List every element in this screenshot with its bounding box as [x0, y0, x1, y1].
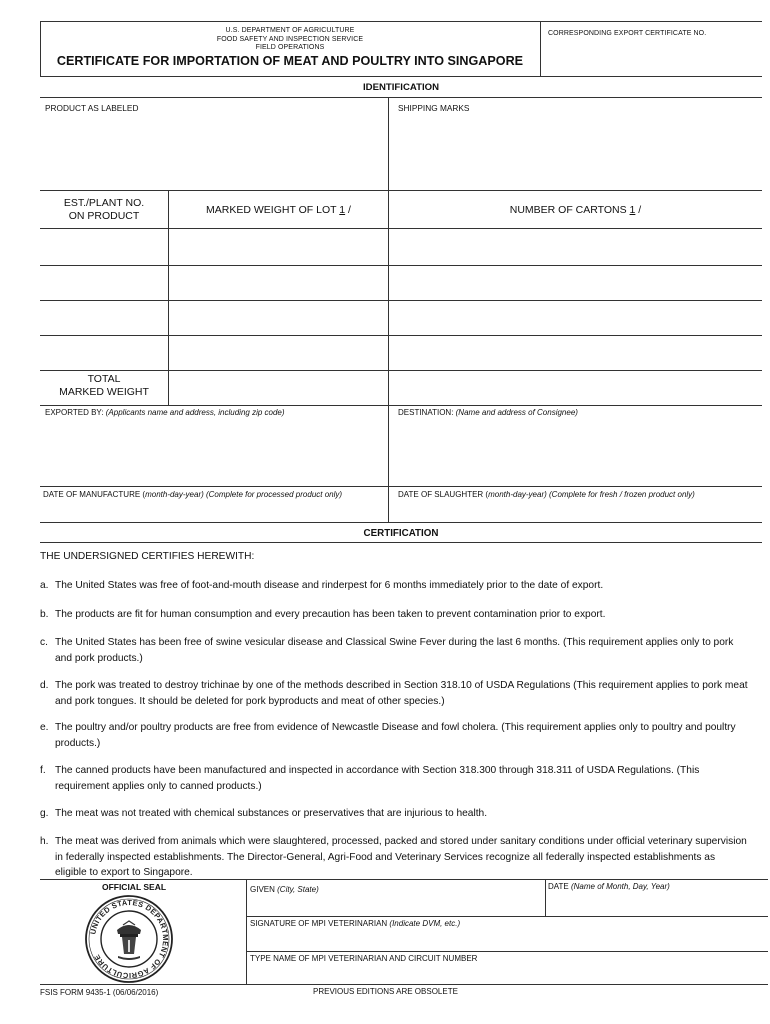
given-hint: (City, State) [277, 885, 319, 894]
total-line-2: MARKED WEIGHT [59, 386, 149, 398]
marked-weight-cell[interactable] [169, 229, 387, 264]
date-text: DATE [548, 882, 571, 891]
agency-line-1: U.S. DEPARTMENT OF AGRICULTURE [225, 27, 355, 34]
signature-rule [246, 916, 768, 917]
cartons-cell[interactable] [389, 336, 761, 369]
cartons-cell[interactable] [389, 301, 761, 334]
item-letter: d. [40, 680, 49, 691]
given-label [250, 885, 319, 894]
slaughter-text: DATE OF SLAUGHTER ( [398, 490, 489, 499]
item-letter: e. [40, 722, 49, 733]
total-marked-weight-label [40, 373, 168, 399]
item-text: The pork was treated to destroy trichinae by one of the methods described in Section 318.10 of USDA Regulations (This requirement applies to pork meat and pork tongues. It should be deleted for pork byproducts and meat of other species.) [55, 680, 748, 707]
est-plant-line-1: EST./PLANT NO. [63, 197, 145, 209]
given-text: GIVEN [250, 885, 278, 894]
marked-weight-label: MARKED WEIGHT OF LOT [206, 204, 340, 216]
item-letter: b. [40, 609, 49, 620]
product-as-labeled-label: PRODUCT AS LABELED [45, 103, 139, 113]
agency-line-2: FOOD SAFETY AND INSPECTION SERVICE [216, 35, 364, 43]
item-text: The United States was free of foot-and-mouth disease and rinderpest for 6 months immediately prior to the date of export. [55, 580, 604, 591]
vet-signature-hint: (Indicate DVM, etc.) [389, 919, 461, 928]
est-plant-header [40, 197, 168, 223]
table-bottom-rule [40, 405, 762, 406]
date-hint: (Name of Month, Day, Year) [570, 882, 670, 891]
marked-weight-header [169, 204, 388, 216]
given-city-state-field[interactable] [247, 896, 544, 915]
item-letter: a. [40, 580, 49, 591]
date-of-manufacture-label [43, 490, 342, 499]
slaughter-hint: month-day-year) (Complete for fresh / frozen product only) [488, 490, 695, 499]
marked-weight-cell[interactable] [169, 336, 387, 369]
vet-signature-text: SIGNATURE OF MPI VETERINARIAN [250, 919, 390, 928]
date-of-slaughter-label [398, 490, 695, 499]
certification-item-e [40, 720, 748, 751]
item-letter: g. [40, 808, 49, 819]
vet-signature-field[interactable] [247, 930, 767, 950]
export-certificate-label: CORRESPONDING EXPORT CERTIFICATE NO. [548, 30, 707, 37]
vet-signature-label [250, 919, 460, 928]
destination-text: DESTINATION: [398, 408, 456, 417]
item-text: The meat was not treated with chemical substances or preservatives that are injurious to health. [55, 808, 488, 819]
marked-weight-slash: / [345, 204, 351, 216]
identification-heading: IDENTIFICATION [362, 82, 440, 93]
total-cartons-cell[interactable] [389, 371, 761, 404]
header-divider-rule [540, 21, 541, 76]
item-text: The canned products have been manufactured and inspected in accordance with Section 318.300 through 318.311 of USDA Regulations. (This requirement applies only to canned products.) [55, 765, 700, 792]
seal-ring-text: UNITED STATES DEPARTMENT OF AGRICULTURE [88, 897, 171, 981]
shipping-marks-label: SHIPPING MARKS [398, 103, 470, 113]
item-text: The poultry and/or poultry products are free from evidence of Newcastle Disease and fowl cholera. (This requirement applies only to poultry and poultry products.) [55, 722, 736, 749]
cartons-cell[interactable] [389, 266, 761, 299]
exported-by-label [45, 408, 285, 417]
cartons-label: NUMBER OF CARTONS [509, 204, 630, 216]
product-as-labeled-field[interactable] [40, 112, 388, 188]
header-top-rule [40, 21, 762, 22]
date-of-slaughter-field[interactable] [389, 501, 761, 521]
destination-hint: (Name and address of Consignee) [455, 408, 578, 417]
footer-rule [40, 984, 768, 985]
identification-rule [40, 97, 762, 98]
est-plant-line-2: ON PRODUCT [68, 210, 140, 222]
marked-weight-cell[interactable] [169, 266, 387, 299]
shipping-marks-field[interactable] [390, 112, 762, 188]
table-top-rule [40, 190, 762, 191]
manufacture-text: DATE OF MANUFACTURE ( [43, 490, 146, 499]
cartons-cell[interactable] [389, 229, 761, 264]
manufacture-hint: month-day-year) (Complete for processed product only) [145, 490, 343, 499]
certification-top-rule [40, 522, 762, 523]
cartons-slash: / [635, 204, 642, 216]
usda-seal [84, 894, 174, 984]
date-label [548, 882, 670, 891]
agency-line-3: FIELD OPERATIONS [255, 44, 325, 51]
header-bottom-rule [40, 76, 762, 77]
item-letter: h. [40, 836, 49, 847]
page-title: CERTIFICATE FOR IMPORTATION OF MEAT AND POULTRY INTO SINGAPORE [56, 54, 524, 68]
vet-name-label: TYPE NAME OF MPI VETERINARIAN AND CIRCUIT NUMBER [250, 954, 478, 963]
certification-item-c [40, 635, 748, 666]
item-letter: f. [40, 765, 46, 776]
certification-item-a [40, 578, 748, 594]
certification-item-g [40, 806, 748, 822]
signature-top-rule [40, 879, 768, 880]
destination-label [398, 408, 578, 417]
est-plant-cell[interactable] [41, 229, 167, 264]
exported-by-field[interactable] [41, 420, 387, 484]
certification-heading-rule [40, 542, 762, 543]
item-letter: c. [40, 637, 48, 648]
certification-item-f [40, 763, 748, 794]
total-line-1: TOTAL [87, 373, 121, 385]
dates-rule [40, 486, 762, 487]
est-plant-cell[interactable] [41, 301, 167, 334]
est-plant-cell[interactable] [41, 336, 167, 369]
date-of-manufacture-field[interactable] [41, 501, 387, 521]
exported-by-text: EXPORTED BY: [45, 408, 106, 417]
official-seal-heading: OFFICIAL SEAL [101, 882, 167, 892]
item-text: The products are fit for human consumption and every precaution has been taken to prevent contamination prior to export. [55, 609, 606, 620]
item-text: The meat was derived from animals which were slaughtered, processed, packed and stored under sanitary conditions under official veterinary supervision in federally inspected establishments. The Director-General, Agri-Food and Veterinary Services recognize all federally inspected establishments as eligible to export to Singapore. [55, 836, 747, 878]
certification-intro: THE UNDERSIGNED CERTIFIES HEREWITH: [40, 551, 255, 562]
total-weight-cell[interactable] [169, 371, 387, 404]
date-field[interactable] [546, 893, 767, 915]
marked-weight-cell[interactable] [169, 301, 387, 334]
certification-item-h [40, 834, 748, 881]
agency-block [40, 27, 540, 53]
certification-item-b [40, 607, 748, 623]
form-number: FSIS FORM 9435-1 (06/06/2016) [40, 988, 159, 997]
vet-name-rule [246, 951, 768, 952]
number-of-cartons-header [389, 204, 762, 216]
usda-seal-graphic [84, 894, 174, 984]
certification-item-d [40, 678, 748, 709]
destination-field[interactable] [389, 420, 761, 484]
marked-weight-footnote: 1 [339, 204, 346, 216]
item-text: The United States has been free of swine vesicular disease and Classical Swine Fever during the last 6 months. (This requirement applies only to pork and pork products.) [55, 637, 734, 664]
cartons-footnote: 1 [629, 204, 636, 216]
vet-name-field[interactable] [247, 965, 767, 983]
shipping-marks-divider [388, 97, 389, 190]
exported-by-hint: (Applicants name and address, including zip code) [105, 408, 285, 417]
obsolete-note: PREVIOUS EDITIONS ARE OBSOLETE [313, 987, 458, 996]
est-plant-cell[interactable] [41, 266, 167, 299]
certification-heading: CERTIFICATION [363, 528, 439, 539]
